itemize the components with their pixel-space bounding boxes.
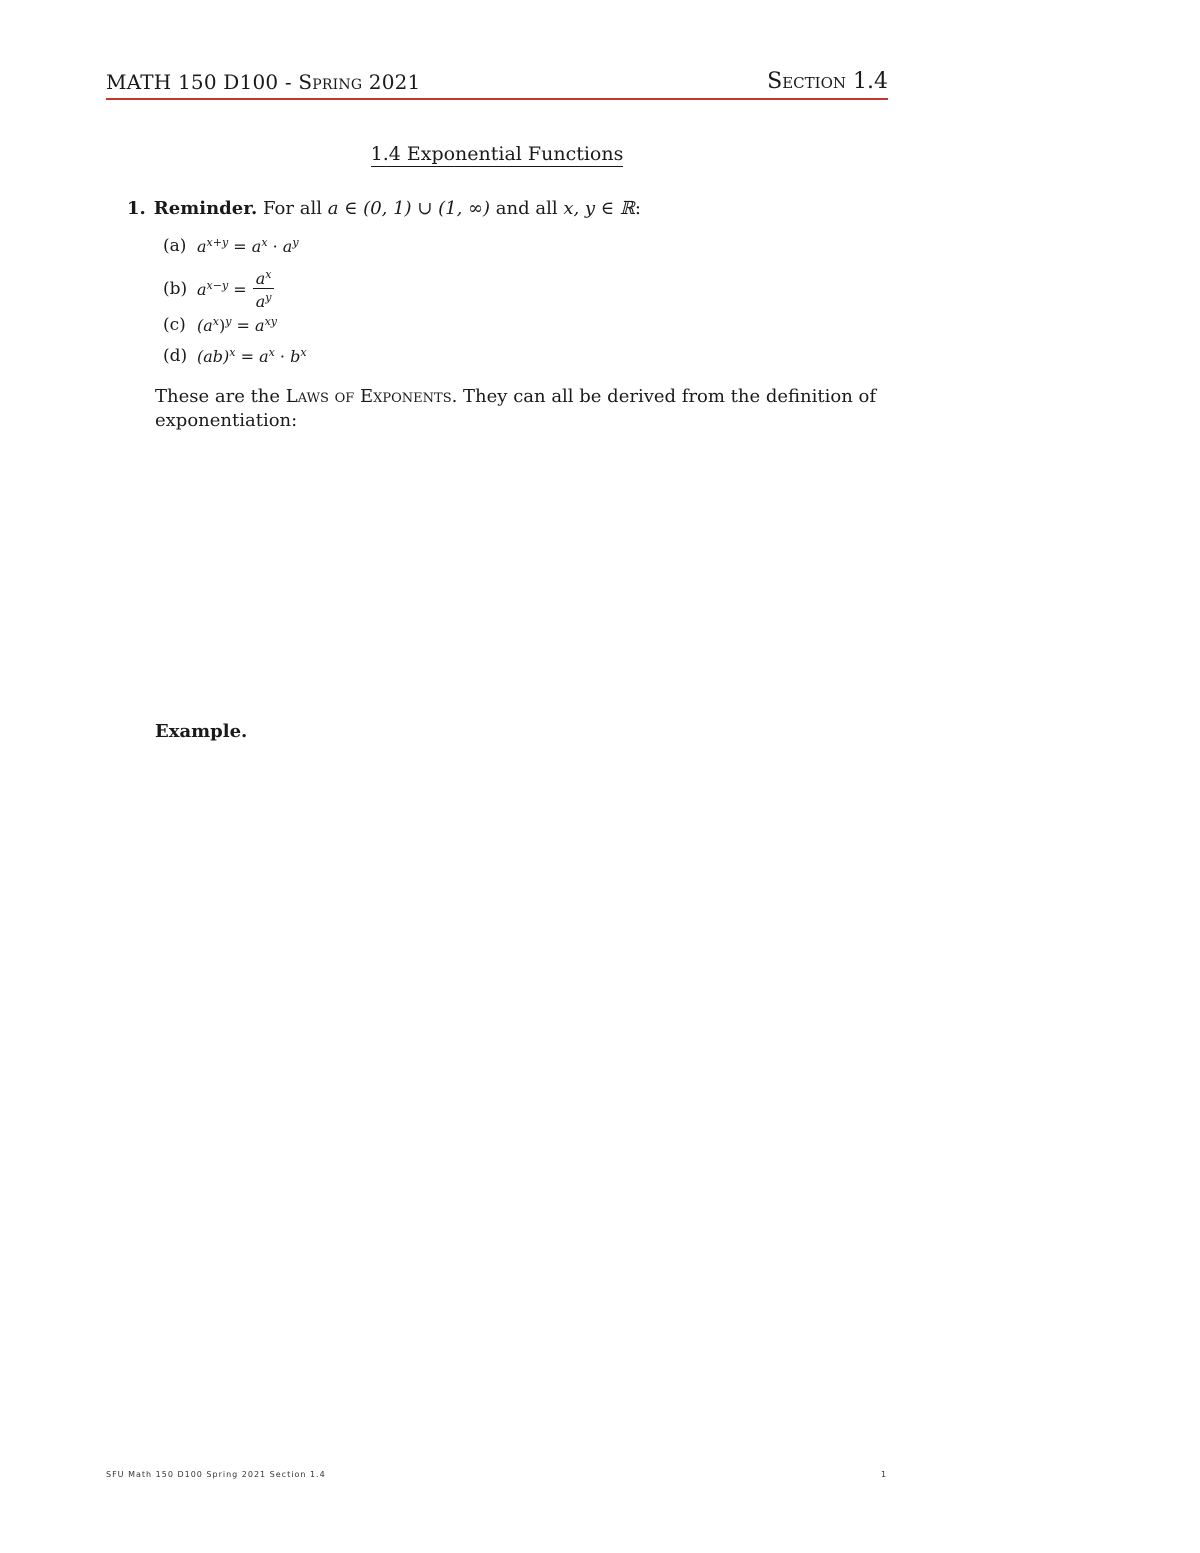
rhs-exponent-2: x [300, 346, 307, 359]
document-title: 1.4 Exponential Functions [370, 143, 624, 165]
lhs-inner-exponent: x [212, 315, 219, 328]
lhs-outer-exponent: y [225, 315, 232, 328]
example-label: Example. [155, 721, 248, 742]
lhs-base: (a [197, 316, 213, 335]
equals: = [231, 316, 256, 335]
equals: = [228, 279, 247, 299]
fraction-denominator [253, 289, 275, 311]
reminder-condition: a ∈ (0, 1) ∪ (1, ∞) [327, 198, 491, 219]
num-base: a [255, 269, 266, 288]
lhs-close: ) [219, 316, 226, 335]
lhs-base: (ab) [197, 347, 230, 366]
law-formula [197, 346, 307, 366]
rhs-base: a [259, 347, 269, 366]
header-term: Spring [298, 70, 363, 94]
para-text-2: . They can all be derived from the definition of exponentiation: [155, 386, 877, 431]
lhs-base: a [197, 279, 207, 299]
law-formula [197, 279, 247, 299]
lhs-exponent: x−y [206, 278, 229, 292]
rhs-base-2: b [290, 347, 301, 366]
law-d [163, 346, 307, 366]
law-label: (d) [163, 346, 188, 366]
law-a [163, 236, 299, 256]
dot: · [267, 237, 283, 256]
reminder-text-1: For all [257, 198, 328, 219]
header-section-word: Section [767, 69, 847, 94]
header-section [767, 69, 888, 94]
reminder-vars: x, y ∈ ℝ [563, 198, 635, 219]
rhs-exponent: xy [264, 315, 278, 328]
den-exponent: y [265, 291, 272, 304]
lhs-exponent: x [229, 346, 236, 359]
lhs-exponent: x+y [206, 236, 229, 249]
header-course [106, 70, 420, 94]
equals: = [228, 237, 252, 256]
para-term: Laws of Exponents [285, 386, 452, 407]
page-header [106, 68, 888, 100]
dot: · [274, 347, 291, 366]
reminder-text-3: : [634, 198, 641, 219]
reminder-lead: Reminder. [153, 198, 258, 219]
reminder-item [127, 198, 641, 219]
rhs-base: a [255, 316, 265, 335]
law-label: (a) [163, 236, 187, 256]
num-exponent: x [265, 268, 272, 281]
rhs-base-2: a [282, 237, 293, 256]
footer-text: SFU Math 150 D100 Spring 2021 Section 1.4 [106, 1470, 326, 1479]
laws-paragraph [155, 385, 895, 433]
law-b [163, 266, 274, 311]
para-text-1: These are the [155, 386, 286, 407]
rhs-base: a [251, 237, 262, 256]
rhs-exponent-2: y [292, 236, 299, 249]
rhs-exponent: x [261, 236, 268, 249]
reminder-text-2: and all [490, 198, 564, 219]
den-base: a [255, 292, 266, 311]
fraction-numerator [253, 266, 275, 289]
law-label: (b) [163, 278, 188, 299]
title-wrap [0, 143, 994, 167]
law-formula [197, 315, 277, 335]
law-c [163, 315, 277, 335]
header-course-code: MATH 150 D100 - [106, 70, 299, 94]
header-year: 2021 [362, 70, 421, 94]
rhs-exponent: x [268, 346, 275, 359]
item-number: 1. [127, 198, 146, 219]
law-label: (c) [163, 315, 186, 335]
fraction [253, 266, 275, 311]
lhs-base: a [197, 237, 207, 256]
page-number: 1 [881, 1470, 887, 1479]
law-formula [197, 236, 299, 256]
equals: = [235, 347, 260, 366]
header-section-number: 1.4 [846, 69, 888, 94]
